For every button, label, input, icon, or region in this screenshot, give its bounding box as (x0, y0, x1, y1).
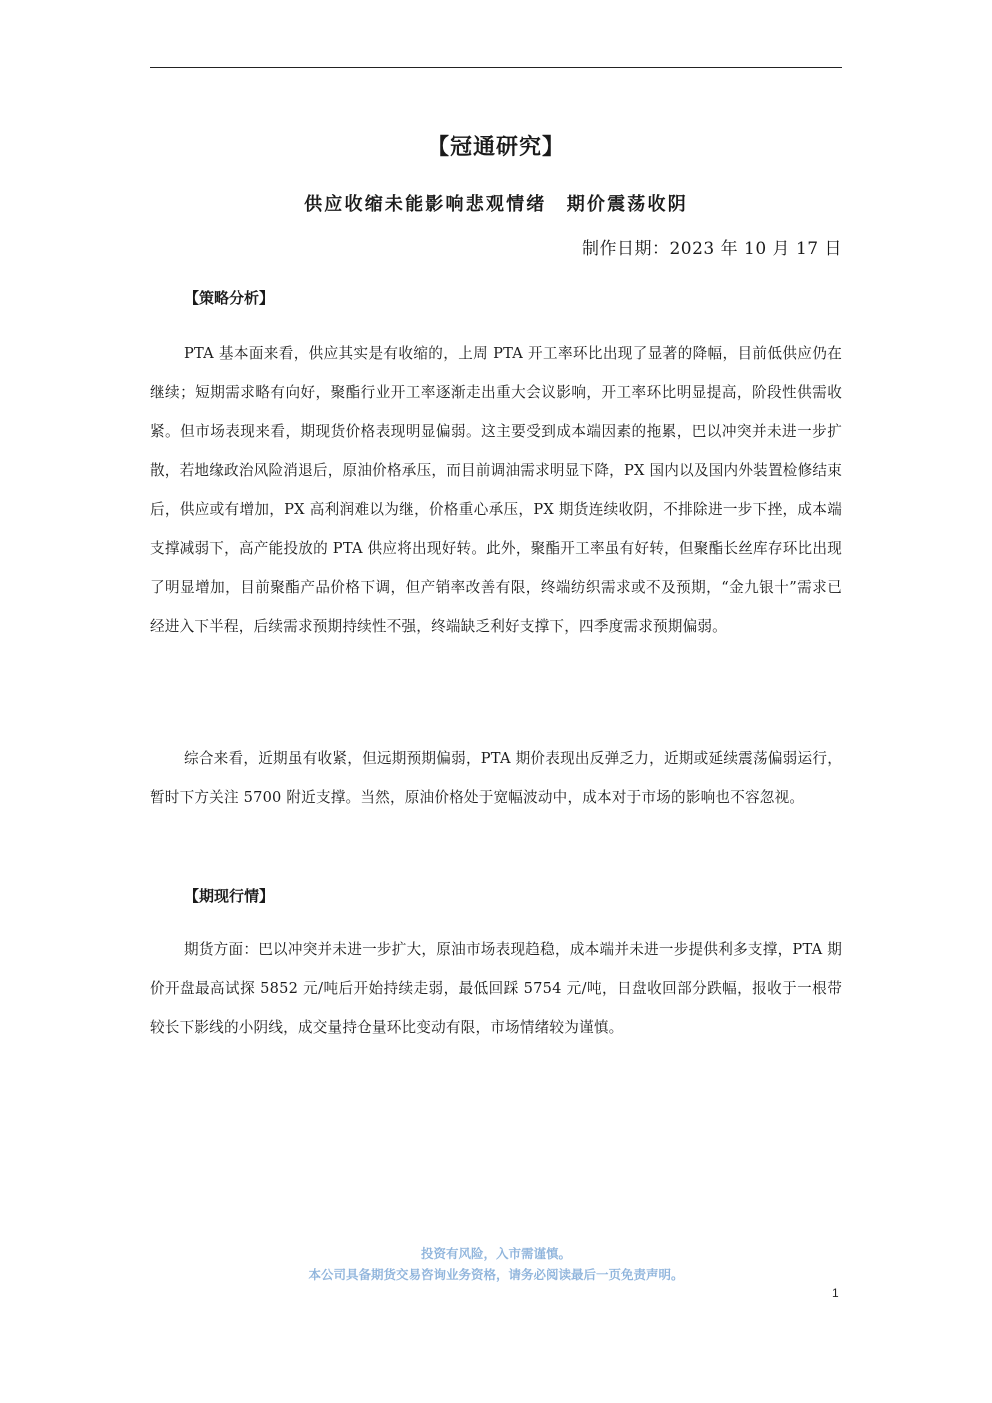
section-heading-strategy: 【策略分析】 (184, 289, 275, 307)
page-number: 1 (832, 1286, 839, 1300)
report-title: 供应收缩未能影响悲观情绪 期价震荡收阴 (304, 194, 688, 215)
strategy-paragraph-2: 综合来看，近期虽有收紧，但远期预期偏弱，PTA 期价表现出反弹乏力，近期或延续震荡偏弱运行，暂时下方关注 5700 附近支撑。当然，原油价格处于宽幅波动中，成本对于市场的影响也不容忽视。 (150, 750, 842, 806)
section-heading-market: 【期现行情】 (184, 887, 275, 905)
risk-warning: 投资有风险，入市需谨慎。 (420, 1246, 571, 1261)
disclaimer-notice: 本公司具备期货交易咨询业务资格，请务必阅读最后一页免责声明。 (308, 1267, 684, 1282)
strategy-paragraph-1: PTA 基本面来看，供应其实是有收缩的，上周 PTA 开工率环比出现了显著的降幅，目前低供应仍在继续；短期需求略有向好，聚酯行业开工率逐渐走出重大会议影响，开工率环比明显提高，阶段性供需收紧。但市场表现来看，期现货价格表现明显偏弱。这主要受到成本端因素的拖累，巴以冲突并未进一步扩散，若地缘政治风险消退后，原油价格承压，而目前调油需求明显下降，PX 国内以及国内外装置检修结束后，供应或有增加，PX 高利润难以为继，价格重心承压，PX 期货连续收阴，不排除进一步下挫，成本端支撑减弱下，高产能投放的 PTA 供应将出现好转。此外，聚酯开工率虽有好转，但聚酯长丝库存环比出现了明显增加，目前聚酯产品价格下调，但产销率改善有限，终端纺织需求或不及预期，“金九银十”需求已经进入下半程，后续需求预期持续性不强，终端缺乏利好支撑下，四季度需求预期偏弱。 (150, 345, 842, 635)
report-date: 制作日期：2023 年 10 月 17 日 (581, 239, 842, 259)
brand-title: 【冠通研究】 (426, 135, 565, 160)
market-paragraph-1: 期货方面：巴以冲突并未进一步扩大，原油市场表现趋稳，成本端并未进一步提供利多支撑，PTA 期价开盘最高试探 5852 元/吨后开始持续走弱，最低回踩 5754 元/吨，日盘收回部分跌幅，报收于一根带较长下影线的小阴线，成交量持仓量环比变动有限，市场情绪较为谨慎。 (150, 941, 842, 1036)
header-rule (150, 67, 842, 68)
